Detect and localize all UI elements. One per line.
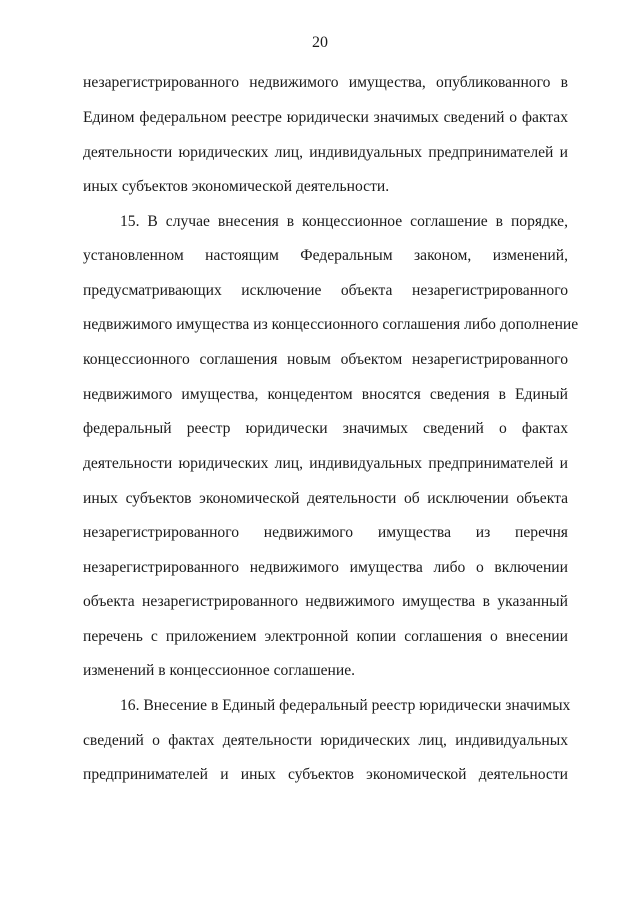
text-line: федеральный реестр юридически значимых сведений о фактах (83, 420, 568, 437)
text-line: незарегистрированного недвижимого имущества, опубликованного в (83, 74, 568, 91)
text-line: сведений о фактах деятельности юридических лиц, индивидуальных (83, 732, 568, 749)
text-line: концессионного соглашения новым объектом незарегистрированного (83, 351, 568, 368)
text-line: Едином федеральном реестре юридически значимых сведений о фактах (83, 109, 568, 126)
text-line: предусматривающих исключение объекта незарегистрированного (83, 282, 568, 299)
text-line: перечень с приложением электронной копии соглашения о внесении (83, 628, 568, 645)
text-line: недвижимого имущества, концедентом вносятся сведения в Единый (83, 386, 568, 403)
text-line: недвижимого имущества из концессионного соглашения либо дополнение (83, 316, 579, 333)
text-line: объекта незарегистрированного недвижимого имущества в указанный (83, 593, 568, 610)
text-line: предпринимателей и иных субъектов экономической деятельности (83, 766, 568, 783)
text-line: иных субъектов экономической деятельности. (83, 178, 390, 195)
text-line: деятельности юридических лиц, индивидуальных предпринимателей и (83, 144, 568, 161)
text-line: изменений в концессионное соглашение. (83, 662, 356, 679)
text-line: 16. Внесение в Единый федеральный реестр юридически значимых (120, 697, 571, 714)
text-line: незарегистрированного недвижимого имущества либо о включении (83, 559, 568, 576)
text-line: 15. В случае внесения в концессионное соглашение в порядке, (120, 213, 568, 230)
text-line: незарегистрированного недвижимого имущества из перечня (83, 524, 568, 541)
text-line: иных субъектов экономической деятельности об исключении объекта (83, 490, 568, 507)
page-number: 20 (312, 34, 328, 51)
text-line: установленном настоящим Федеральным законом, изменений, (83, 247, 568, 264)
text-line: деятельности юридических лиц, индивидуальных предпринимателей и (83, 455, 568, 472)
